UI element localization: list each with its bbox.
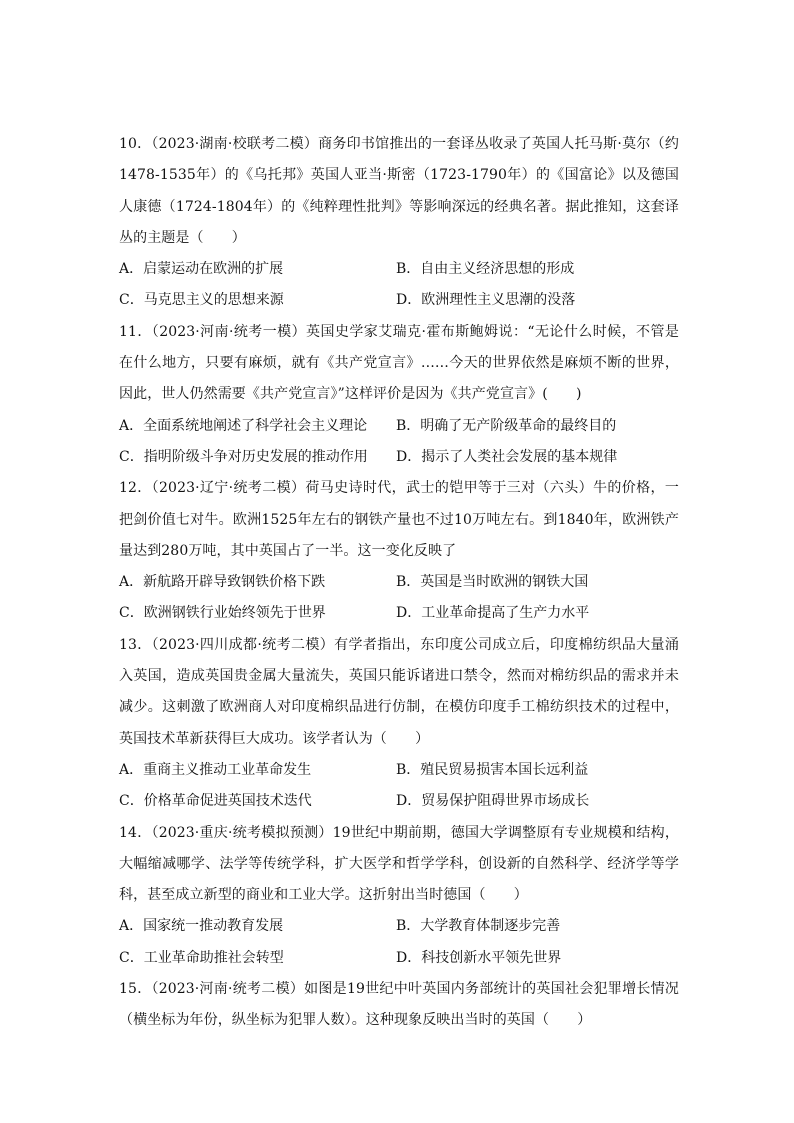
option-c: C．欧洲钢铁行业始终领先于世界 [119, 605, 326, 622]
question-13 [119, 630, 679, 818]
question-stem: 10．（2023·湖南·校联考二模）商务印书馆推出的一套译丛收录了英国人托马斯·莫尔（约1478-1535年）的《乌托邦》英国人亚当·斯密（1723-1790年）的《国富论》以及德国人康德（1724-1804年）的《纯粹理性批判》等影响深远的经典名著。据此推知，这套译丛的主题是（ ） [119, 136, 679, 246]
option-b: B．殖民贸易损害本国长远利益 [396, 761, 589, 778]
option-list [119, 755, 679, 818]
question-sheet [119, 129, 679, 1037]
option-c: C．工业革命助推社会转型 [119, 949, 284, 966]
option-c: C．价格革命促进英国技术迭代 [119, 793, 312, 810]
question-10 [119, 129, 679, 317]
option-a: A．全面系统地阐述了科学社会主义理论 [119, 417, 368, 434]
option-d: D．贸易保护阻碍世界市场成长 [396, 793, 590, 810]
option-c: C．指明阶级斗争对历史发展的推动作用 [119, 448, 368, 465]
question-stem: 12．（2023·辽宁·统考二模）荷马史诗时代，武士的铠甲等于三对（六头）牛的价格，一把剑价值七对牛。欧洲1525年左右的钢铁产量也不过10万吨左右。到1840年，欧洲铁产量达到280万吨，其中英国占了一半。这一变化反映了 [119, 480, 679, 559]
option-a: A．新航路开辟导致钢铁价格下跌 [119, 574, 326, 591]
option-d: D．工业革命提高了生产力水平 [396, 605, 590, 622]
option-list [119, 567, 679, 630]
option-d: D．揭示了人类社会发展的基本规律 [396, 448, 618, 465]
option-b: B．大学教育体制逐步完善 [396, 918, 561, 935]
option-c: C．马克思主义的思想来源 [119, 292, 284, 309]
question-12 [119, 473, 679, 629]
option-b: B．明确了无产阶级革命的最终目的 [396, 417, 617, 434]
option-list [119, 254, 679, 317]
question-11 [119, 317, 679, 473]
question-15 [119, 974, 679, 1037]
question-stem: 15．（2023·河南·统考二模）如图是19世纪中叶英国内务部统计的英国社会犯罪增长情况（横坐标为年份，纵坐标为犯罪人数）。这种现象反映出当时的英国（ ） [119, 981, 679, 1029]
option-a: A．启蒙运动在欧洲的扩展 [119, 261, 284, 278]
option-a: A．国家统一推动教育发展 [119, 918, 284, 935]
question-stem: 14．（2023·重庆·统考模拟预测）19世纪中期前期，德国大学调整原有专业规模和结构，大幅缩减哪学、法学等传统学科，扩大医学和哲学学科，创设新的自然科学、经济学等学科，甚至成立新型的商业和工业大学。这折射出当时德国（ ） [119, 824, 679, 904]
option-list [119, 411, 679, 474]
option-d: D．欧洲理性主义思潮的没落 [396, 292, 576, 309]
option-b: B．英国是当时欧洲的钢铁大国 [396, 574, 589, 591]
option-b: B．自由主义经济思想的形成 [396, 261, 575, 278]
question-stem: 11．（2023·河南·统考一模）英国史学家艾瑞克·霍布斯鲍姆说：“无论什么时候，不管是在什么地方，只要有麻烦，就有《共产党宣言》……今天的世界依然是麻烦不断的世界，因此，世人仍然需要《共产党宣言》”这样评价是因为《共产党宣言》( ) [119, 323, 679, 403]
question-stem: 13．（2023·四川成都·统考二模）有学者指出，东印度公司成立后，印度棉纺织品大量涌入英国，造成英国贵金属大量流失，英国只能诉诸进口禁令，然而对棉纺织品的需求并未减少。这刺激了欧洲商人对印度棉织品进行仿制，在模仿印度手工棉纺织技术的过程中，英国技术革新获得巨大成功。该学者认为（ ） [119, 636, 679, 747]
option-a: A．重商主义推动工业革命发生 [119, 761, 312, 778]
question-14 [119, 818, 679, 974]
option-list [119, 911, 679, 974]
option-d: D．科技创新水平领先世界 [396, 949, 562, 966]
